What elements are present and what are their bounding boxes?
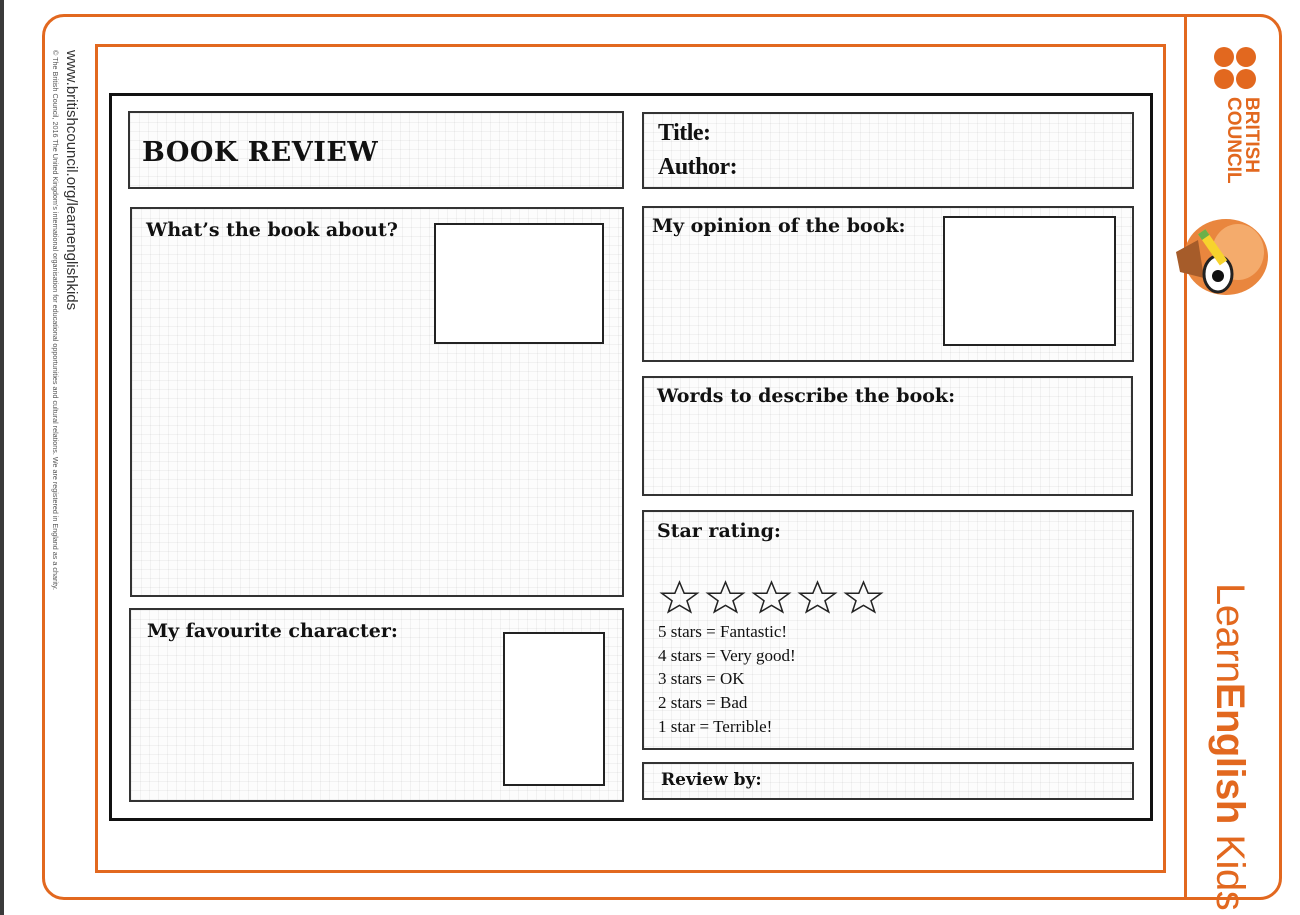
book-about-box — [130, 207, 624, 597]
rating-scale-item: 2 stars = Bad — [658, 693, 748, 713]
rating-scale-item: 4 stars = Very good! — [658, 645, 796, 665]
star-icon[interactable] — [796, 580, 839, 614]
mascot-icon — [1168, 212, 1276, 300]
british-council-logo — [1210, 45, 1270, 205]
review-by-label: Review by: — [661, 770, 762, 790]
star-icon[interactable] — [750, 580, 793, 614]
about-picture-frame — [434, 223, 604, 344]
page-title: BOOK REVIEW — [142, 137, 379, 168]
copyright-text: © The British Council, 2016 The United Kingdom’s international organisation for educational opportunities and cultural relations. We are registered in England as a charity. — [51, 50, 60, 591]
favourite-character-label: My favourite character: — [147, 620, 398, 642]
star-rating-label: Star rating: — [657, 520, 781, 542]
url-strip — [64, 50, 84, 750]
review-by-box — [642, 762, 1134, 800]
learnenglish-kids-brand — [1207, 583, 1252, 910]
website-url[interactable]: www.britishcouncil.org/learnenglishkids — [63, 50, 80, 311]
british-council-dots-icon — [1212, 45, 1260, 93]
title-label: Title: — [658, 120, 711, 146]
favourite-character-box — [129, 608, 624, 802]
star-rating-row[interactable] — [658, 580, 885, 614]
logo-line-2: COUNCIL — [1223, 97, 1244, 184]
brand-divider — [1184, 14, 1187, 900]
star-rating-box — [642, 510, 1134, 750]
rating-scale-item: 3 stars = OK — [658, 669, 745, 689]
rating-scale-item: 1 star = Terrible! — [658, 716, 773, 736]
title-author-box — [642, 112, 1134, 189]
rating-scale — [658, 620, 796, 739]
logo-line-1: BRITISH — [1241, 97, 1262, 173]
book-review-title-box — [128, 111, 624, 189]
window-edge — [0, 0, 4, 915]
opinion-label: My opinion of the book: — [652, 215, 906, 237]
opinion-box — [642, 206, 1134, 362]
rating-scale-item: 5 stars = Fantastic! — [658, 622, 788, 641]
book-about-label: What’s the book about? — [146, 219, 398, 241]
describe-words-box — [642, 376, 1133, 496]
brand-kids: Kids — [1208, 823, 1252, 911]
logo-wordmark — [1224, 97, 1260, 184]
star-icon[interactable] — [658, 580, 701, 614]
describe-words-label: Words to describe the book: — [657, 385, 956, 407]
worksheet — [109, 93, 1153, 821]
brand-english: English — [1208, 682, 1252, 824]
character-picture-frame — [503, 632, 605, 786]
author-label: Author: — [658, 154, 738, 180]
star-icon[interactable] — [704, 580, 747, 614]
brand-learn: Learn — [1208, 583, 1252, 683]
star-icon[interactable] — [842, 580, 885, 614]
opinion-picture-frame — [943, 216, 1116, 346]
